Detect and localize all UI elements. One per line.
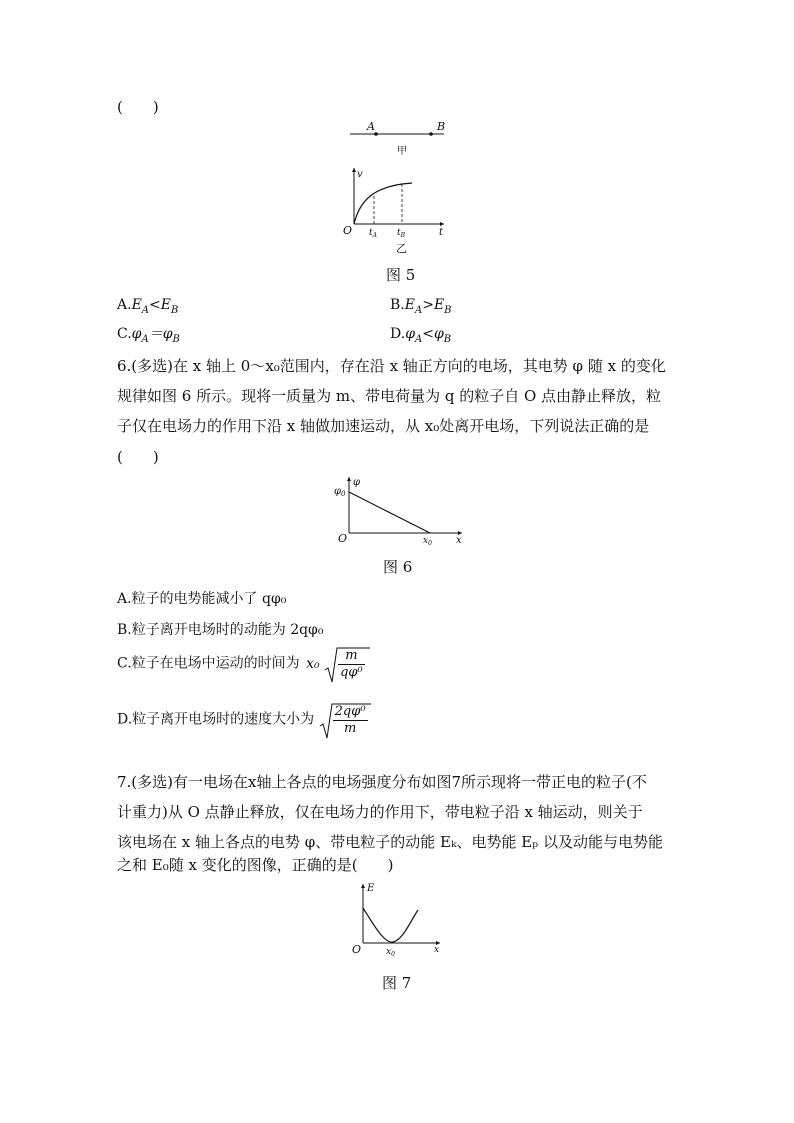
q6-option-b[interactable]: B.粒子离开电场时的动能为 2qφ₀ <box>117 622 324 638</box>
q6-option-d[interactable] <box>117 702 368 737</box>
point-b-label: B <box>437 120 446 133</box>
q6-option-c-sqrt <box>324 646 365 681</box>
figure-jia-label: 甲 <box>397 146 407 157</box>
potential-line <box>349 492 430 533</box>
q6-stem-line1: 6.(多选)在 x 轴上 0～x₀范围内，存在沿 x 轴正方向的电场，其电势 φ 随 x 的变化 <box>117 357 666 375</box>
point-b-dot <box>429 132 433 136</box>
q5-answer-bracket: ( ) <box>117 98 159 116</box>
q5-option-a[interactable]: $A.E_A<E_B$ <box>117 297 179 316</box>
t-axis-label: t <box>439 227 444 238</box>
q6-option-d-numerator: 2qφ⁰ <box>334 704 366 719</box>
q5-option-c[interactable]: $C.\varphi_A=\varphi_B$ <box>117 326 180 345</box>
point-a-label: A <box>367 120 375 133</box>
ta-tick-label: $t_A$ <box>369 228 377 239</box>
q7-stem-line4: 之和 E₀随 x 变化的图像，正确的是( ) <box>117 856 394 874</box>
q6-figure-caption: 图 6 <box>383 558 413 576</box>
q6-stem-line3: 子仅在电场力的作用下沿 x 轴做加速运动，从 x₀处离开电场，下列说法正确的是 <box>117 417 650 435</box>
q6-option-c-text: C.粒子在电场中运动的时间为 <box>117 655 300 672</box>
x-axis-label: x <box>434 945 440 955</box>
q5-figure-yi <box>340 164 450 256</box>
q6-option-c-denominator: qφ⁰ <box>340 665 363 680</box>
q6-option-c-numerator: m <box>338 648 365 665</box>
q6-option-c[interactable] <box>117 646 365 681</box>
figure-yi-label: 乙 <box>396 242 407 255</box>
q5-figure-jia <box>340 118 450 158</box>
q7-stem-line3: 该电场在 x 轴上各点的电势 φ、带电粒子的动能 Eₖ、电势能 Eₚ 以及动能与电势能 <box>117 833 663 851</box>
q6-answer-bracket: ( ) <box>117 448 159 466</box>
v-axis-arrow <box>352 168 356 172</box>
e-axis-label: E <box>367 883 375 894</box>
x0-tick-label: $x_0$ <box>423 536 432 547</box>
t-axis-arrow <box>440 222 444 226</box>
q6-option-c-prefix: x₀ <box>306 655 320 672</box>
phi0-tick-label: $\varphi_0$ <box>334 486 346 498</box>
q5-option-b[interactable]: $B.E_A>E_B$ <box>390 297 452 316</box>
q5-figure-caption: 图 5 <box>386 266 416 284</box>
origin-label: O <box>343 224 353 237</box>
q7-figure-caption: 图 7 <box>382 974 412 992</box>
q7-stem-line2: 计重力)从 O 点静止释放，仅在电场力的作用下，带电粒子沿 x 轴运动，则关于 <box>117 803 643 821</box>
q6-option-d-denominator: m <box>343 721 357 736</box>
velocity-curve <box>354 183 412 224</box>
phi-axis-label: φ <box>353 477 361 488</box>
e-axis-arrow <box>361 884 365 888</box>
v-axis-label: v <box>357 169 363 180</box>
origin-label: O <box>338 532 348 545</box>
q6-option-d-text: D.粒子离开电场时的速度大小为 <box>117 711 315 728</box>
x-axis-label: x <box>456 535 462 546</box>
q7-stem-line1: 7.(多选)有一电场在x轴上各点的电场强度分布如图7所示现将一带正电的粒子(不 <box>117 773 647 791</box>
phi-axis-arrow <box>347 477 351 481</box>
q6-option-d-sqrt <box>319 702 368 737</box>
q5-option-d[interactable]: $D.\varphi_A<\varphi_B$ <box>390 326 452 345</box>
q7-figure <box>348 880 448 960</box>
origin-label: O <box>352 943 362 956</box>
q6-stem-line2: 规律如图 6 所示。现将一质量为 m、带电荷量为 q 的粒子自 O 点由静止释放，粒 <box>117 387 662 405</box>
q6-option-a[interactable]: A.粒子的电势能减小了 qφ₀ <box>117 591 287 607</box>
tb-tick-label: $t_B$ <box>397 228 406 239</box>
x0-tick-label: $x_0$ <box>386 947 395 958</box>
q6-figure <box>330 472 470 548</box>
field-strength-curve <box>363 908 418 942</box>
